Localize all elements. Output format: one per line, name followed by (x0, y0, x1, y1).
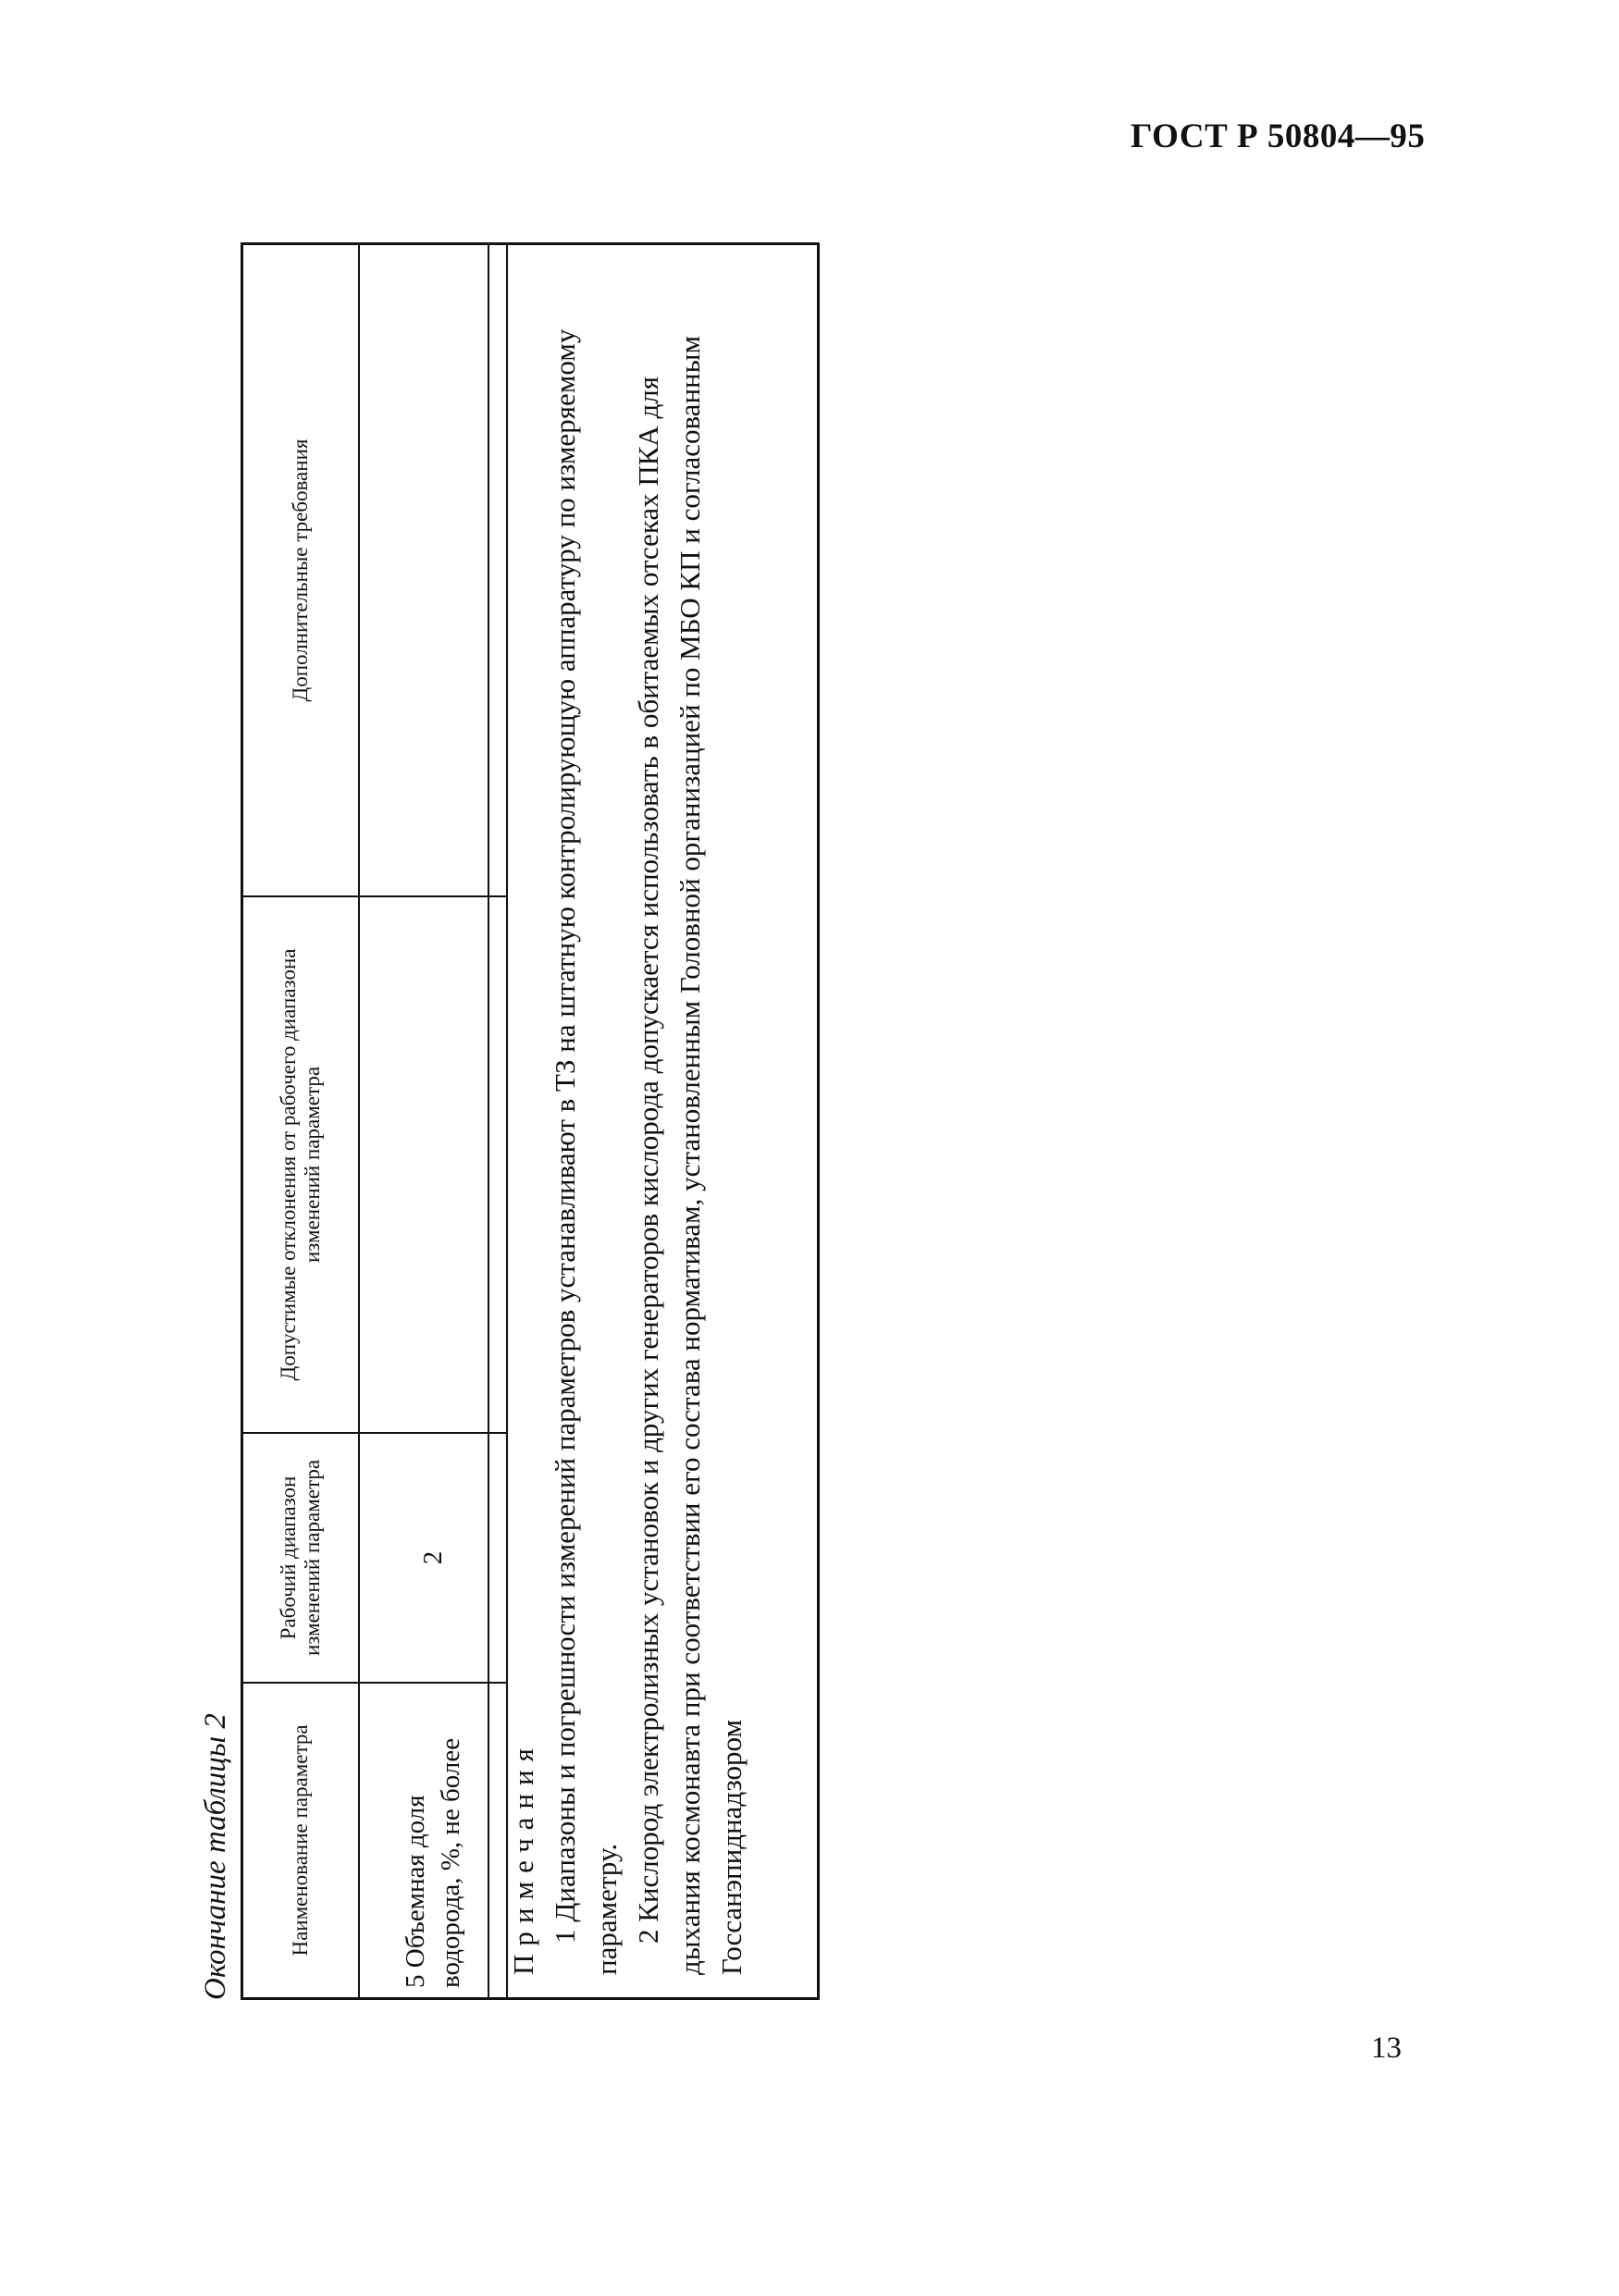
table-row (359, 245, 507, 1997)
cell-requirements (359, 245, 507, 896)
notes-title: Примечания (507, 1740, 539, 1975)
cell-parameter-name: 5 Объемная доля водорода, %, не более (359, 1683, 507, 1997)
note-item: 2 Кислород электролизных установок и других генераторов кислорода допускается использовать в обитаемых отсеках ПКА для дыхания космонавта при соответствии его состава нормативам, установленным Головной организацией по МБО КП и согласованным Госсанэпиднадзором (632, 335, 748, 1975)
table-caption: Окончание таблицы 2 (199, 1713, 232, 2000)
document-code: ГОСТ Р 50804—95 (1131, 117, 1426, 155)
page-number: 13 (1371, 2031, 1402, 2065)
column-header-deviation: Допустимые отклонения от рабочего диапазона изменений параметра (243, 896, 359, 1433)
note-item: 1 Диапазоны и погрешности измерений параметров устанавливают в ТЗ на штатную контролирующую аппаратуру по измеряемому параметру. (549, 328, 623, 1975)
cell-range-value: 2 (359, 1433, 507, 1683)
table-frame (241, 242, 820, 2000)
column-header-name: Наименование параметра (243, 1683, 359, 1997)
parameters-table (243, 245, 508, 1997)
notes-section (488, 245, 752, 1997)
column-header-range: Рабочий диапазон изменений параметра (243, 1433, 359, 1683)
table-continuation-block (199, 242, 828, 2000)
table-header-row (243, 245, 359, 1997)
cell-deviation (359, 896, 507, 1433)
column-header-requirements: Дополнительные требования (243, 245, 359, 896)
